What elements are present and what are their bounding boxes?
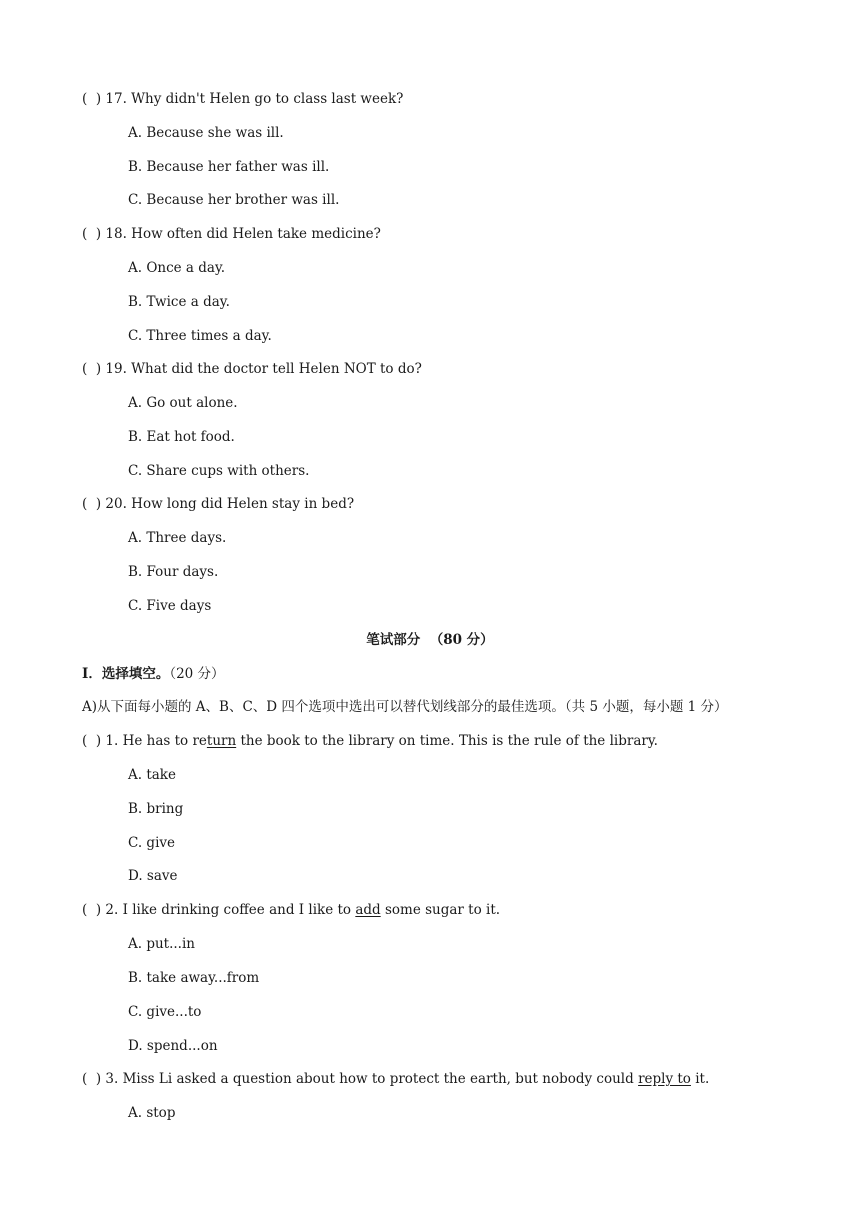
question-17-stem: ( ) 17. Why didn't Helen go to class last week? bbox=[82, 91, 404, 107]
section-1-points: （20 分） bbox=[169, 666, 225, 682]
question-2-text-after: some sugar to it. bbox=[380, 902, 501, 918]
section-1-title: I．选择填空。 bbox=[82, 666, 170, 682]
question-2-option-d: D. spend...on bbox=[128, 1038, 218, 1054]
question-17-option-c: C. Because her brother was ill. bbox=[128, 192, 340, 208]
part-a-instruction: A)从下面每小题的 A、B、C、D 四个选项中选出可以替代划线部分的最佳选项。（共 5 小题，每小题 1 分） bbox=[82, 699, 728, 715]
question-2-option-a: A. put...in bbox=[128, 936, 195, 952]
question-1-text-after: the book to the library on time. This is the rule of the library. bbox=[236, 733, 658, 749]
question-3-stem bbox=[82, 1070, 709, 1088]
question-19-option-c: C. Share cups with others. bbox=[128, 463, 310, 479]
section-1-title-row bbox=[82, 665, 225, 683]
question-17-option-a: A. Because she was ill. bbox=[128, 125, 284, 141]
question-18-option-a: A. Once a day. bbox=[128, 260, 226, 276]
question-18-option-c: C. Three times a day. bbox=[128, 328, 272, 344]
question-1-option-a: A. take bbox=[128, 767, 176, 783]
written-section-heading: 笔试部分 （80 分） bbox=[366, 632, 494, 648]
question-3-option-a: A. stop bbox=[128, 1105, 176, 1121]
question-19-stem: ( ) 19. What did the doctor tell Helen NOT to do? bbox=[82, 361, 422, 377]
question-3-underlined: reply to bbox=[638, 1071, 691, 1087]
question-17-option-b: B. Because her father was ill. bbox=[128, 159, 330, 175]
question-1-option-c: C. give bbox=[128, 835, 176, 851]
question-18-option-b: B. Twice a day. bbox=[128, 294, 230, 310]
question-20-option-c: C. Five days bbox=[128, 598, 212, 614]
question-1-option-d: D. save bbox=[128, 868, 178, 884]
question-18-stem: ( ) 18. How often did Helen take medicine? bbox=[82, 226, 381, 242]
question-2-underlined: add bbox=[355, 902, 381, 918]
question-20-option-b: B. Four days. bbox=[128, 564, 219, 580]
question-1-text-before: ( ) 1. He has to re bbox=[82, 733, 207, 749]
question-3-text-after: it. bbox=[690, 1071, 710, 1087]
question-2-stem bbox=[82, 901, 500, 919]
question-20-option-a: A. Three days. bbox=[128, 530, 227, 546]
question-2-option-b: B. take away...from bbox=[128, 970, 260, 986]
question-19-option-b: B. Eat hot food. bbox=[128, 429, 235, 445]
question-20-stem: ( ) 20. How long did Helen stay in bed? bbox=[82, 496, 355, 512]
question-19-option-a: A. Go out alone. bbox=[128, 395, 238, 411]
question-1-option-b: B. bring bbox=[128, 801, 184, 817]
question-2-text-before: ( ) 2. I like drinking coffee and I like to bbox=[82, 902, 356, 918]
question-1-stem bbox=[82, 732, 658, 750]
question-3-text-before: ( ) 3. Miss Li asked a question about how to protect the earth, but nobody could bbox=[82, 1071, 639, 1087]
question-1-underlined: turn bbox=[206, 733, 237, 749]
question-2-option-c: C. give...to bbox=[128, 1004, 202, 1020]
